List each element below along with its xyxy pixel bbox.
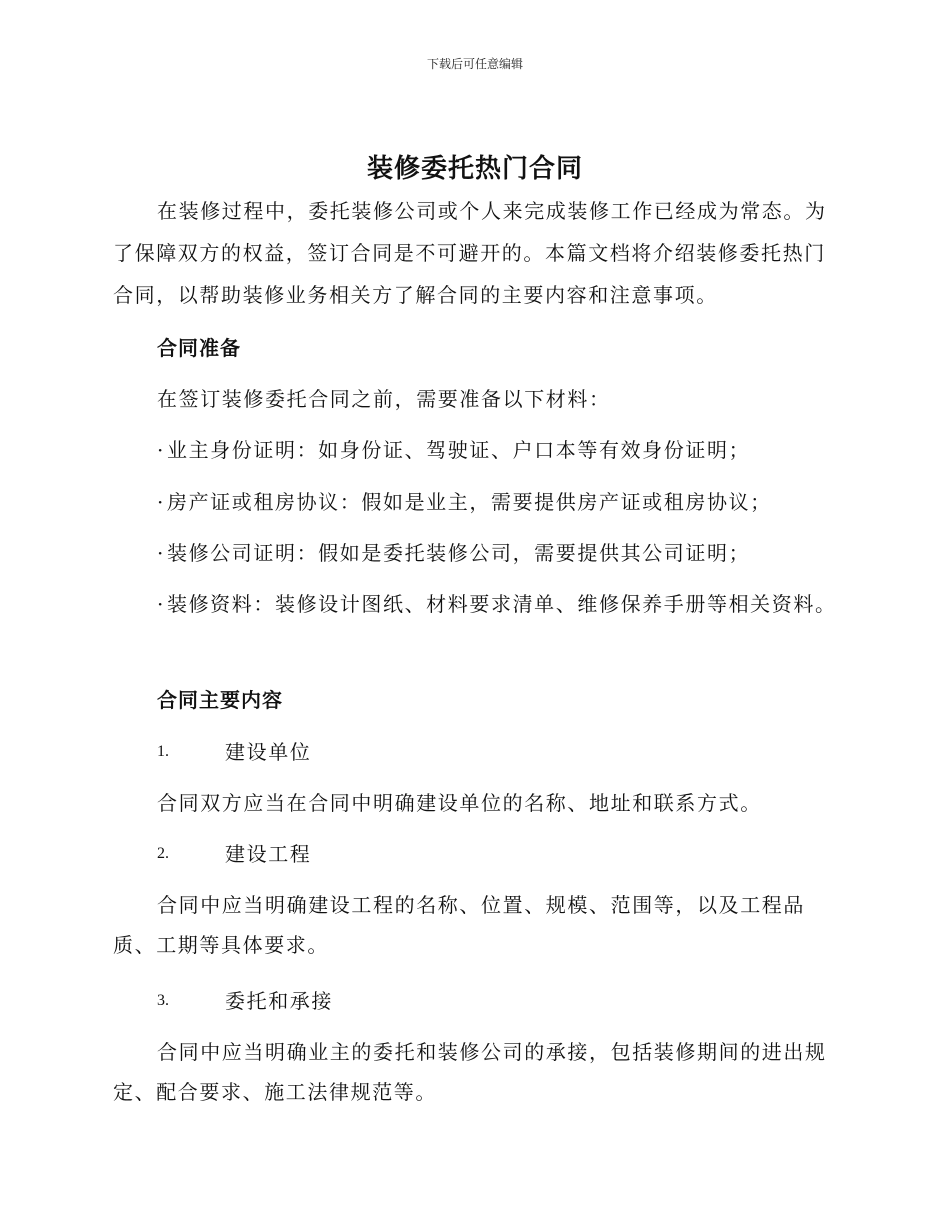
- list-item-text: 装修资料：装修设计图纸、材料要求清单、维修保养手册等相关资料。: [166, 592, 837, 616]
- item-label: 委托和承接: [225, 989, 333, 1013]
- list-item: [157, 487, 772, 517]
- item-label: 建设单位: [225, 740, 312, 764]
- document-title: 装修委托热门合同: [366, 154, 583, 184]
- preparation-lead: 在签订装修委托合同之前，需要准备以下材料：: [157, 387, 611, 411]
- bullet-icon: ·: [157, 541, 165, 565]
- list-item: [113, 584, 837, 624]
- list-item-text: 房产证或租房协议：假如是业主，需要提供房产证或租房协议；: [166, 490, 772, 514]
- section-heading-preparation: 合同准备: [157, 336, 241, 360]
- list-item: [157, 538, 750, 568]
- intro-paragraph: 在装修过程中，委托装修公司或个人来完成装修工作已经成为常态。为了保障双方的权益，签订合同是不可避开的。本篇文档将介绍装修委托热门合同，以帮助装修业务相关方了解合同的主要内容和注意事项。: [113, 199, 827, 307]
- bullet-icon: ·: [157, 592, 165, 616]
- item-number: 1.: [157, 743, 169, 760]
- list-item: [157, 435, 750, 465]
- item-number: 3.: [157, 992, 169, 1009]
- bullet-icon: ·: [157, 438, 165, 462]
- item-text: 合同双方应当在合同中明确建设单位的名称、地址和联系方式。: [157, 791, 762, 815]
- list-item-text: 装修公司证明：假如是委托装修公司，需要提供其公司证明；: [166, 541, 751, 565]
- item-number: 2.: [157, 845, 169, 862]
- list-item-text: 业主身份证明：如身份证、驾驶证、户口本等有效身份证明；: [166, 438, 751, 462]
- section-heading-main-content: 合同主要内容: [157, 688, 283, 712]
- item-label: 建设工程: [225, 842, 312, 866]
- bullet-icon: ·: [157, 490, 165, 514]
- item-text: 合同中应当明确业主的委托和装修公司的承接，包括装修期间的进出规定、配合要求、施工法律规范等。: [113, 1040, 827, 1104]
- item-text: 合同中应当明确建设工程的名称、位置、规模、范围等，以及工程品质、工期等具体要求。: [113, 893, 805, 957]
- page-header-note: 下载后可任意编辑: [426, 57, 523, 71]
